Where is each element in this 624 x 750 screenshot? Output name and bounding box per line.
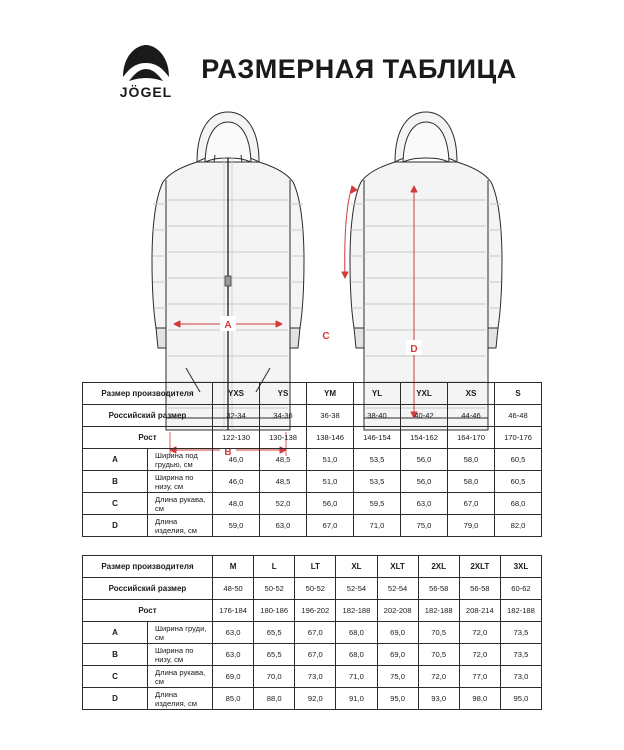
manufacturer-size-value: YS bbox=[260, 383, 307, 405]
measure-letter: B bbox=[83, 644, 148, 666]
table-row bbox=[83, 427, 542, 449]
ru-size-value: 46-48 bbox=[495, 405, 542, 427]
measure-value: 56,0 bbox=[307, 493, 354, 515]
height-value: 182-188 bbox=[500, 600, 541, 622]
height-value: 208-214 bbox=[459, 600, 500, 622]
measure-letter: D bbox=[83, 515, 148, 537]
page-header bbox=[0, 34, 624, 104]
height-value: 154-162 bbox=[401, 427, 448, 449]
measure-value: 69,0 bbox=[377, 622, 418, 644]
height-value: 146-154 bbox=[354, 427, 401, 449]
measure-value: 48,5 bbox=[260, 449, 307, 471]
measure-value: 70,5 bbox=[418, 644, 459, 666]
table-row bbox=[83, 383, 542, 405]
measure-value: 59,0 bbox=[213, 515, 260, 537]
measure-value: 67,0 bbox=[295, 622, 336, 644]
height-value: 130-138 bbox=[260, 427, 307, 449]
measure-value: 63,0 bbox=[213, 622, 254, 644]
manufacturer-size-value: YXS bbox=[213, 383, 260, 405]
height-label: Рост bbox=[83, 600, 213, 622]
table-row bbox=[83, 578, 542, 600]
measure-value: 82,0 bbox=[495, 515, 542, 537]
measure-value: 48,0 bbox=[213, 493, 260, 515]
ru-size-value: 48-50 bbox=[213, 578, 254, 600]
measure-value: 69,0 bbox=[377, 644, 418, 666]
ru-size-value: 56-58 bbox=[418, 578, 459, 600]
measure-letter: C bbox=[83, 493, 148, 515]
measure-value: 53,5 bbox=[354, 449, 401, 471]
measure-value: 60,5 bbox=[495, 471, 542, 493]
table-row bbox=[83, 622, 542, 644]
measure-value: 58,0 bbox=[448, 471, 495, 493]
measure-value: 93,0 bbox=[418, 688, 459, 710]
label-a: A bbox=[224, 320, 232, 331]
measure-value: 52,0 bbox=[260, 493, 307, 515]
table-row bbox=[83, 688, 542, 710]
measure-value: 75,0 bbox=[377, 666, 418, 688]
ru-size-value: 56-58 bbox=[459, 578, 500, 600]
jogel-logo-icon bbox=[107, 37, 185, 101]
measure-value: 51,0 bbox=[307, 471, 354, 493]
measure-value: 73,0 bbox=[295, 666, 336, 688]
height-value: 170-176 bbox=[495, 427, 542, 449]
measure-value: 59,5 bbox=[354, 493, 401, 515]
label-c: C bbox=[322, 331, 330, 342]
measure-value: 72,0 bbox=[418, 666, 459, 688]
manufacturer-size-value: S bbox=[495, 383, 542, 405]
ru-size-value: 32-34 bbox=[213, 405, 260, 427]
height-label: Рост bbox=[83, 427, 213, 449]
manufacturer-size-label: Размер производителя bbox=[83, 556, 213, 578]
ru-size-label: Российский размер bbox=[83, 405, 213, 427]
measure-value: 58,0 bbox=[448, 449, 495, 471]
svg-text:JÖGEL: JÖGEL bbox=[119, 84, 173, 100]
measure-letter: D bbox=[83, 688, 148, 710]
measure-label: Длина изделия, см bbox=[148, 515, 213, 537]
table-row bbox=[83, 515, 542, 537]
measure-value: 68,0 bbox=[336, 644, 377, 666]
measure-value: 71,0 bbox=[336, 666, 377, 688]
measure-letter: A bbox=[83, 622, 148, 644]
table-row bbox=[83, 600, 542, 622]
table-row bbox=[83, 471, 542, 493]
measure-value: 88,0 bbox=[254, 688, 295, 710]
measure-value: 68,0 bbox=[495, 493, 542, 515]
manufacturer-size-value: L bbox=[254, 556, 295, 578]
measure-letter: B bbox=[83, 471, 148, 493]
measure-value: 65,5 bbox=[254, 622, 295, 644]
measure-value: 69,0 bbox=[213, 666, 254, 688]
measure-value: 46,0 bbox=[213, 471, 260, 493]
page-title: РАЗМЕРНАЯ ТАБЛИЦА bbox=[201, 53, 517, 84]
measure-value: 67,0 bbox=[295, 644, 336, 666]
measure-value: 95,0 bbox=[377, 688, 418, 710]
height-value: 138-146 bbox=[307, 427, 354, 449]
size-table-kids bbox=[82, 382, 542, 537]
label-d: D bbox=[410, 344, 418, 355]
height-value: 182-188 bbox=[418, 600, 459, 622]
measure-value: 60,5 bbox=[495, 449, 542, 471]
measure-value: 95,0 bbox=[500, 688, 541, 710]
measure-value: 70,0 bbox=[254, 666, 295, 688]
measure-label: Ширина под грудью, см bbox=[148, 449, 213, 471]
measure-value: 75,0 bbox=[401, 515, 448, 537]
measure-label: Длина изделия, см bbox=[148, 688, 213, 710]
ru-size-label: Российский размер bbox=[83, 578, 213, 600]
ru-size-value: 50-52 bbox=[254, 578, 295, 600]
height-value: 182-188 bbox=[336, 600, 377, 622]
measure-label: Ширина груди, см bbox=[148, 622, 213, 644]
measure-value: 73,5 bbox=[500, 622, 541, 644]
table-row bbox=[83, 405, 542, 427]
ru-size-value: 38-40 bbox=[354, 405, 401, 427]
height-value: 180-186 bbox=[254, 600, 295, 622]
size-table-1 bbox=[82, 382, 542, 537]
measure-value: 53,5 bbox=[354, 471, 401, 493]
table-row bbox=[83, 556, 542, 578]
ru-size-value: 52-54 bbox=[377, 578, 418, 600]
measure-value: 98,0 bbox=[459, 688, 500, 710]
measure-label: Длина рукава, см bbox=[148, 493, 213, 515]
measure-value: 46,0 bbox=[213, 449, 260, 471]
manufacturer-size-value: 2XLT bbox=[459, 556, 500, 578]
measure-value: 72,0 bbox=[459, 622, 500, 644]
manufacturer-size-value: XLT bbox=[377, 556, 418, 578]
ru-size-value: 40-42 bbox=[401, 405, 448, 427]
manufacturer-size-value: YXL bbox=[401, 383, 448, 405]
measure-value: 51,0 bbox=[307, 449, 354, 471]
manufacturer-size-value: XL bbox=[336, 556, 377, 578]
measure-value: 70,5 bbox=[418, 622, 459, 644]
manufacturer-size-value: XS bbox=[448, 383, 495, 405]
ru-size-value: 34-36 bbox=[260, 405, 307, 427]
table-row bbox=[83, 449, 542, 471]
table-row bbox=[83, 666, 542, 688]
measure-value: 73,5 bbox=[500, 644, 541, 666]
measure-value: 85,0 bbox=[213, 688, 254, 710]
ru-size-value: 50-52 bbox=[295, 578, 336, 600]
ru-size-value: 36-38 bbox=[307, 405, 354, 427]
measure-value: 67,0 bbox=[448, 493, 495, 515]
measure-value: 92,0 bbox=[295, 688, 336, 710]
measure-value: 77,0 bbox=[459, 666, 500, 688]
measure-label: Длина рукава, см bbox=[148, 666, 213, 688]
height-value: 196-202 bbox=[295, 600, 336, 622]
table-row bbox=[83, 644, 542, 666]
manufacturer-size-value: YL bbox=[354, 383, 401, 405]
size-table-adult bbox=[82, 555, 542, 710]
measure-letter: C bbox=[83, 666, 148, 688]
measure-label: Ширина по низу, см bbox=[148, 644, 213, 666]
measure-letter: A bbox=[83, 449, 148, 471]
height-value: 176-184 bbox=[213, 600, 254, 622]
measure-value: 65,5 bbox=[254, 644, 295, 666]
height-value: 164-170 bbox=[448, 427, 495, 449]
ru-size-value: 44-46 bbox=[448, 405, 495, 427]
manufacturer-size-value: 3XL bbox=[500, 556, 541, 578]
ru-size-value: 60-62 bbox=[500, 578, 541, 600]
table-row bbox=[83, 493, 542, 515]
manufacturer-size-label: Размер производителя bbox=[83, 383, 213, 405]
measure-label: Ширина по низу, см bbox=[148, 471, 213, 493]
manufacturer-size-value: YM bbox=[307, 383, 354, 405]
label-b: B bbox=[224, 447, 232, 458]
measure-value: 48,5 bbox=[260, 471, 307, 493]
height-value: 122-130 bbox=[213, 427, 260, 449]
measure-value: 72,0 bbox=[459, 644, 500, 666]
ru-size-value: 52-54 bbox=[336, 578, 377, 600]
measure-value: 56,0 bbox=[401, 449, 448, 471]
height-value: 202-208 bbox=[377, 600, 418, 622]
measure-value: 67,0 bbox=[307, 515, 354, 537]
size-table-2 bbox=[82, 555, 542, 710]
measure-value: 73,0 bbox=[500, 666, 541, 688]
measure-value: 63,0 bbox=[401, 493, 448, 515]
measure-value: 79,0 bbox=[448, 515, 495, 537]
manufacturer-size-value: LT bbox=[295, 556, 336, 578]
manufacturer-size-value: M bbox=[213, 556, 254, 578]
brand-logo bbox=[107, 37, 185, 101]
manufacturer-size-value: 2XL bbox=[418, 556, 459, 578]
measure-value: 56,0 bbox=[401, 471, 448, 493]
measure-value: 71,0 bbox=[354, 515, 401, 537]
measure-value: 68,0 bbox=[336, 622, 377, 644]
measure-value: 63,0 bbox=[213, 644, 254, 666]
measure-value: 63,0 bbox=[260, 515, 307, 537]
measure-value: 91,0 bbox=[336, 688, 377, 710]
